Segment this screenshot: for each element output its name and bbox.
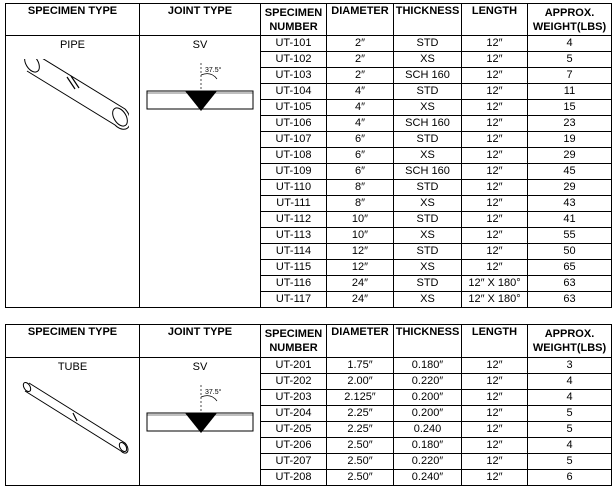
length-cell: 12″ [462, 36, 528, 52]
diameter-cell: 6″ [327, 148, 394, 164]
weight-cell: 63 [528, 276, 612, 292]
thickness-cell: SCH 160 [394, 164, 462, 180]
thickness-cell: SCH 160 [394, 116, 462, 132]
header-weight: APPROX. WEIGHT(LBS) [528, 325, 612, 358]
diameter-cell: 2″ [327, 52, 394, 68]
diameter-cell: 2.25″ [327, 406, 394, 422]
length-cell: 12″ [462, 358, 528, 374]
weight-cell: 63 [528, 292, 612, 308]
header-specimen-type: SPECIMEN TYPE [6, 4, 140, 36]
weight-cell: 3 [528, 358, 612, 374]
length-cell: 12″ [462, 164, 528, 180]
thickness-cell: 0.220″ [394, 454, 462, 470]
diameter-cell: 2″ [327, 68, 394, 84]
header-thickness: THICKNESS [394, 4, 462, 36]
weight-cell: 11 [528, 84, 612, 100]
header-diameter: DIAMETER [327, 325, 394, 358]
diameter-cell: 2.50″ [327, 470, 394, 486]
weight-cell: 19 [528, 132, 612, 148]
length-cell: 12″ [462, 228, 528, 244]
weight-cell: 5 [528, 454, 612, 470]
weight-cell: 41 [528, 212, 612, 228]
thickness-cell: 0.240″ [394, 470, 462, 486]
specimen-number-cell: UT-204 [261, 406, 327, 422]
thickness-cell: 0.240 [394, 422, 462, 438]
specimen-number-cell: UT-208 [261, 470, 327, 486]
length-cell: 12″ [462, 438, 528, 454]
joint-type-cell [140, 36, 261, 308]
weight-cell: 4 [528, 438, 612, 454]
weight-cell: 65 [528, 260, 612, 276]
thickness-cell: STD [394, 132, 462, 148]
diameter-cell: 6″ [327, 132, 394, 148]
length-cell: 12″ [462, 374, 528, 390]
header-specimen-number: SPECIMEN NUMBER [261, 325, 327, 358]
length-cell: 12″ [462, 454, 528, 470]
diameter-cell: 8″ [327, 196, 394, 212]
table-header-row [6, 325, 612, 358]
length-cell: 12″ X 180° [462, 276, 528, 292]
bevel-angle-label: 37.5° [205, 67, 222, 74]
thickness-cell: STD [394, 180, 462, 196]
diameter-cell: 4″ [327, 116, 394, 132]
table-row [6, 36, 612, 52]
header-specimen-type: SPECIMEN TYPE [6, 325, 140, 358]
specimen-number-cell: UT-102 [261, 52, 327, 68]
thickness-cell: XS [394, 196, 462, 212]
thickness-cell: XS [394, 292, 462, 308]
weight-cell: 45 [528, 164, 612, 180]
weight-cell: 5 [528, 52, 612, 68]
length-cell: 12″ [462, 148, 528, 164]
length-cell: 12″ [462, 68, 528, 84]
thickness-cell: SCH 160 [394, 68, 462, 84]
weight-cell: 6 [528, 470, 612, 486]
specimen-number-cell: UT-116 [261, 276, 327, 292]
diameter-cell: 4″ [327, 84, 394, 100]
thickness-cell: XS [394, 228, 462, 244]
diameter-cell: 1.75″ [327, 358, 394, 374]
specimen-number-cell: UT-206 [261, 438, 327, 454]
specimen-number-cell: UT-106 [261, 116, 327, 132]
thickness-cell: STD [394, 84, 462, 100]
diameter-cell: 4″ [327, 100, 394, 116]
header-thickness: THICKNESS [394, 325, 462, 358]
diameter-cell: 2.125″ [327, 390, 394, 406]
header-weight: APPROX. WEIGHT(LBS) [528, 4, 612, 36]
length-cell: 12″ [462, 180, 528, 196]
diameter-cell: 12″ [327, 244, 394, 260]
specimen-number-cell: UT-110 [261, 180, 327, 196]
tube-illustration [17, 381, 129, 461]
weight-cell: 29 [528, 180, 612, 196]
specimen-number-cell: UT-104 [261, 84, 327, 100]
specimen-number-cell: UT-115 [261, 260, 327, 276]
thickness-cell: 0.200″ [394, 390, 462, 406]
specimen-number-cell: UT-202 [261, 374, 327, 390]
bevel-angle-label: 37.5° [205, 389, 222, 396]
specimen-type-cell [6, 36, 140, 308]
header-length: LENGTH [462, 325, 528, 358]
diameter-cell: 2.25″ [327, 422, 394, 438]
weight-cell: 15 [528, 100, 612, 116]
header-joint-type: JOINT TYPE [140, 4, 261, 36]
weight-cell: 4 [528, 390, 612, 406]
length-cell: 12″ [462, 470, 528, 486]
thickness-cell: 0.180″ [394, 358, 462, 374]
diameter-cell: 12″ [327, 260, 394, 276]
length-cell: 12″ [462, 100, 528, 116]
header-length: LENGTH [462, 4, 528, 36]
diameter-cell: 24″ [327, 276, 394, 292]
length-cell: 12″ [462, 196, 528, 212]
length-cell: 12″ [462, 52, 528, 68]
specimen-number-cell: UT-113 [261, 228, 327, 244]
length-cell: 12″ [462, 244, 528, 260]
thickness-cell: STD [394, 212, 462, 228]
length-cell: 12″ X 180° [462, 292, 528, 308]
length-cell: 12″ [462, 422, 528, 438]
weight-cell: 5 [528, 422, 612, 438]
specimen-number-cell: UT-107 [261, 132, 327, 148]
specimen-number-cell: UT-109 [261, 164, 327, 180]
weight-cell: 23 [528, 116, 612, 132]
diameter-cell: 8″ [327, 180, 394, 196]
thickness-cell: XS [394, 52, 462, 68]
length-cell: 12″ [462, 260, 528, 276]
diameter-cell: 2″ [327, 36, 394, 52]
thickness-cell: 0.200″ [394, 406, 462, 422]
weight-cell: 4 [528, 374, 612, 390]
tube-specimen-table [5, 324, 612, 486]
thickness-cell: 0.180″ [394, 438, 462, 454]
diameter-cell: 2.50″ [327, 454, 394, 470]
thickness-cell: STD [394, 244, 462, 260]
diameter-cell: 2.50″ [327, 438, 394, 454]
single-v-joint-icon [145, 381, 255, 447]
header-diameter: DIAMETER [327, 4, 394, 36]
length-cell: 12″ [462, 212, 528, 228]
length-cell: 12″ [462, 406, 528, 422]
pipe-specimen-table [5, 3, 612, 308]
specimen-number-cell: UT-112 [261, 212, 327, 228]
pipe-illustration [17, 59, 129, 139]
table-row [6, 358, 612, 374]
diameter-cell: 2.00″ [327, 374, 394, 390]
specimen-number-cell: UT-105 [261, 100, 327, 116]
table-header-row [6, 4, 612, 36]
weight-cell: 29 [528, 148, 612, 164]
specimen-type-label: PIPE [59, 39, 86, 51]
weight-cell: 4 [528, 36, 612, 52]
joint-type-label: SV [192, 361, 208, 373]
specimen-number-cell: UT-114 [261, 244, 327, 260]
specimen-number-cell: UT-111 [261, 196, 327, 212]
weight-cell: 43 [528, 196, 612, 212]
specimen-type-cell [6, 358, 140, 486]
length-cell: 12″ [462, 116, 528, 132]
diameter-cell: 10″ [327, 228, 394, 244]
weight-cell: 50 [528, 244, 612, 260]
length-cell: 12″ [462, 390, 528, 406]
weight-cell: 5 [528, 406, 612, 422]
header-joint-type: JOINT TYPE [140, 325, 261, 358]
length-cell: 12″ [462, 132, 528, 148]
specimen-number-cell: UT-103 [261, 68, 327, 84]
thickness-cell: XS [394, 260, 462, 276]
specimen-number-cell: UT-205 [261, 422, 327, 438]
joint-type-cell [140, 358, 261, 486]
specimen-number-cell: UT-108 [261, 148, 327, 164]
diameter-cell: 6″ [327, 164, 394, 180]
specimen-number-cell: UT-203 [261, 390, 327, 406]
specimen-number-cell: UT-117 [261, 292, 327, 308]
specimen-number-cell: UT-101 [261, 36, 327, 52]
specimen-number-cell: UT-207 [261, 454, 327, 470]
diameter-cell: 10″ [327, 212, 394, 228]
weight-cell: 55 [528, 228, 612, 244]
thickness-cell: XS [394, 148, 462, 164]
specimen-type-label: TUBE [57, 361, 88, 373]
header-specimen-number: SPECIMEN NUMBER [261, 4, 327, 36]
single-v-joint-icon [145, 59, 255, 125]
thickness-cell: STD [394, 36, 462, 52]
weight-cell: 7 [528, 68, 612, 84]
thickness-cell: STD [394, 276, 462, 292]
thickness-cell: XS [394, 100, 462, 116]
specimen-number-cell: UT-201 [261, 358, 327, 374]
length-cell: 12″ [462, 84, 528, 100]
joint-type-label: SV [192, 39, 208, 51]
diameter-cell: 24″ [327, 292, 394, 308]
thickness-cell: 0.220″ [394, 374, 462, 390]
